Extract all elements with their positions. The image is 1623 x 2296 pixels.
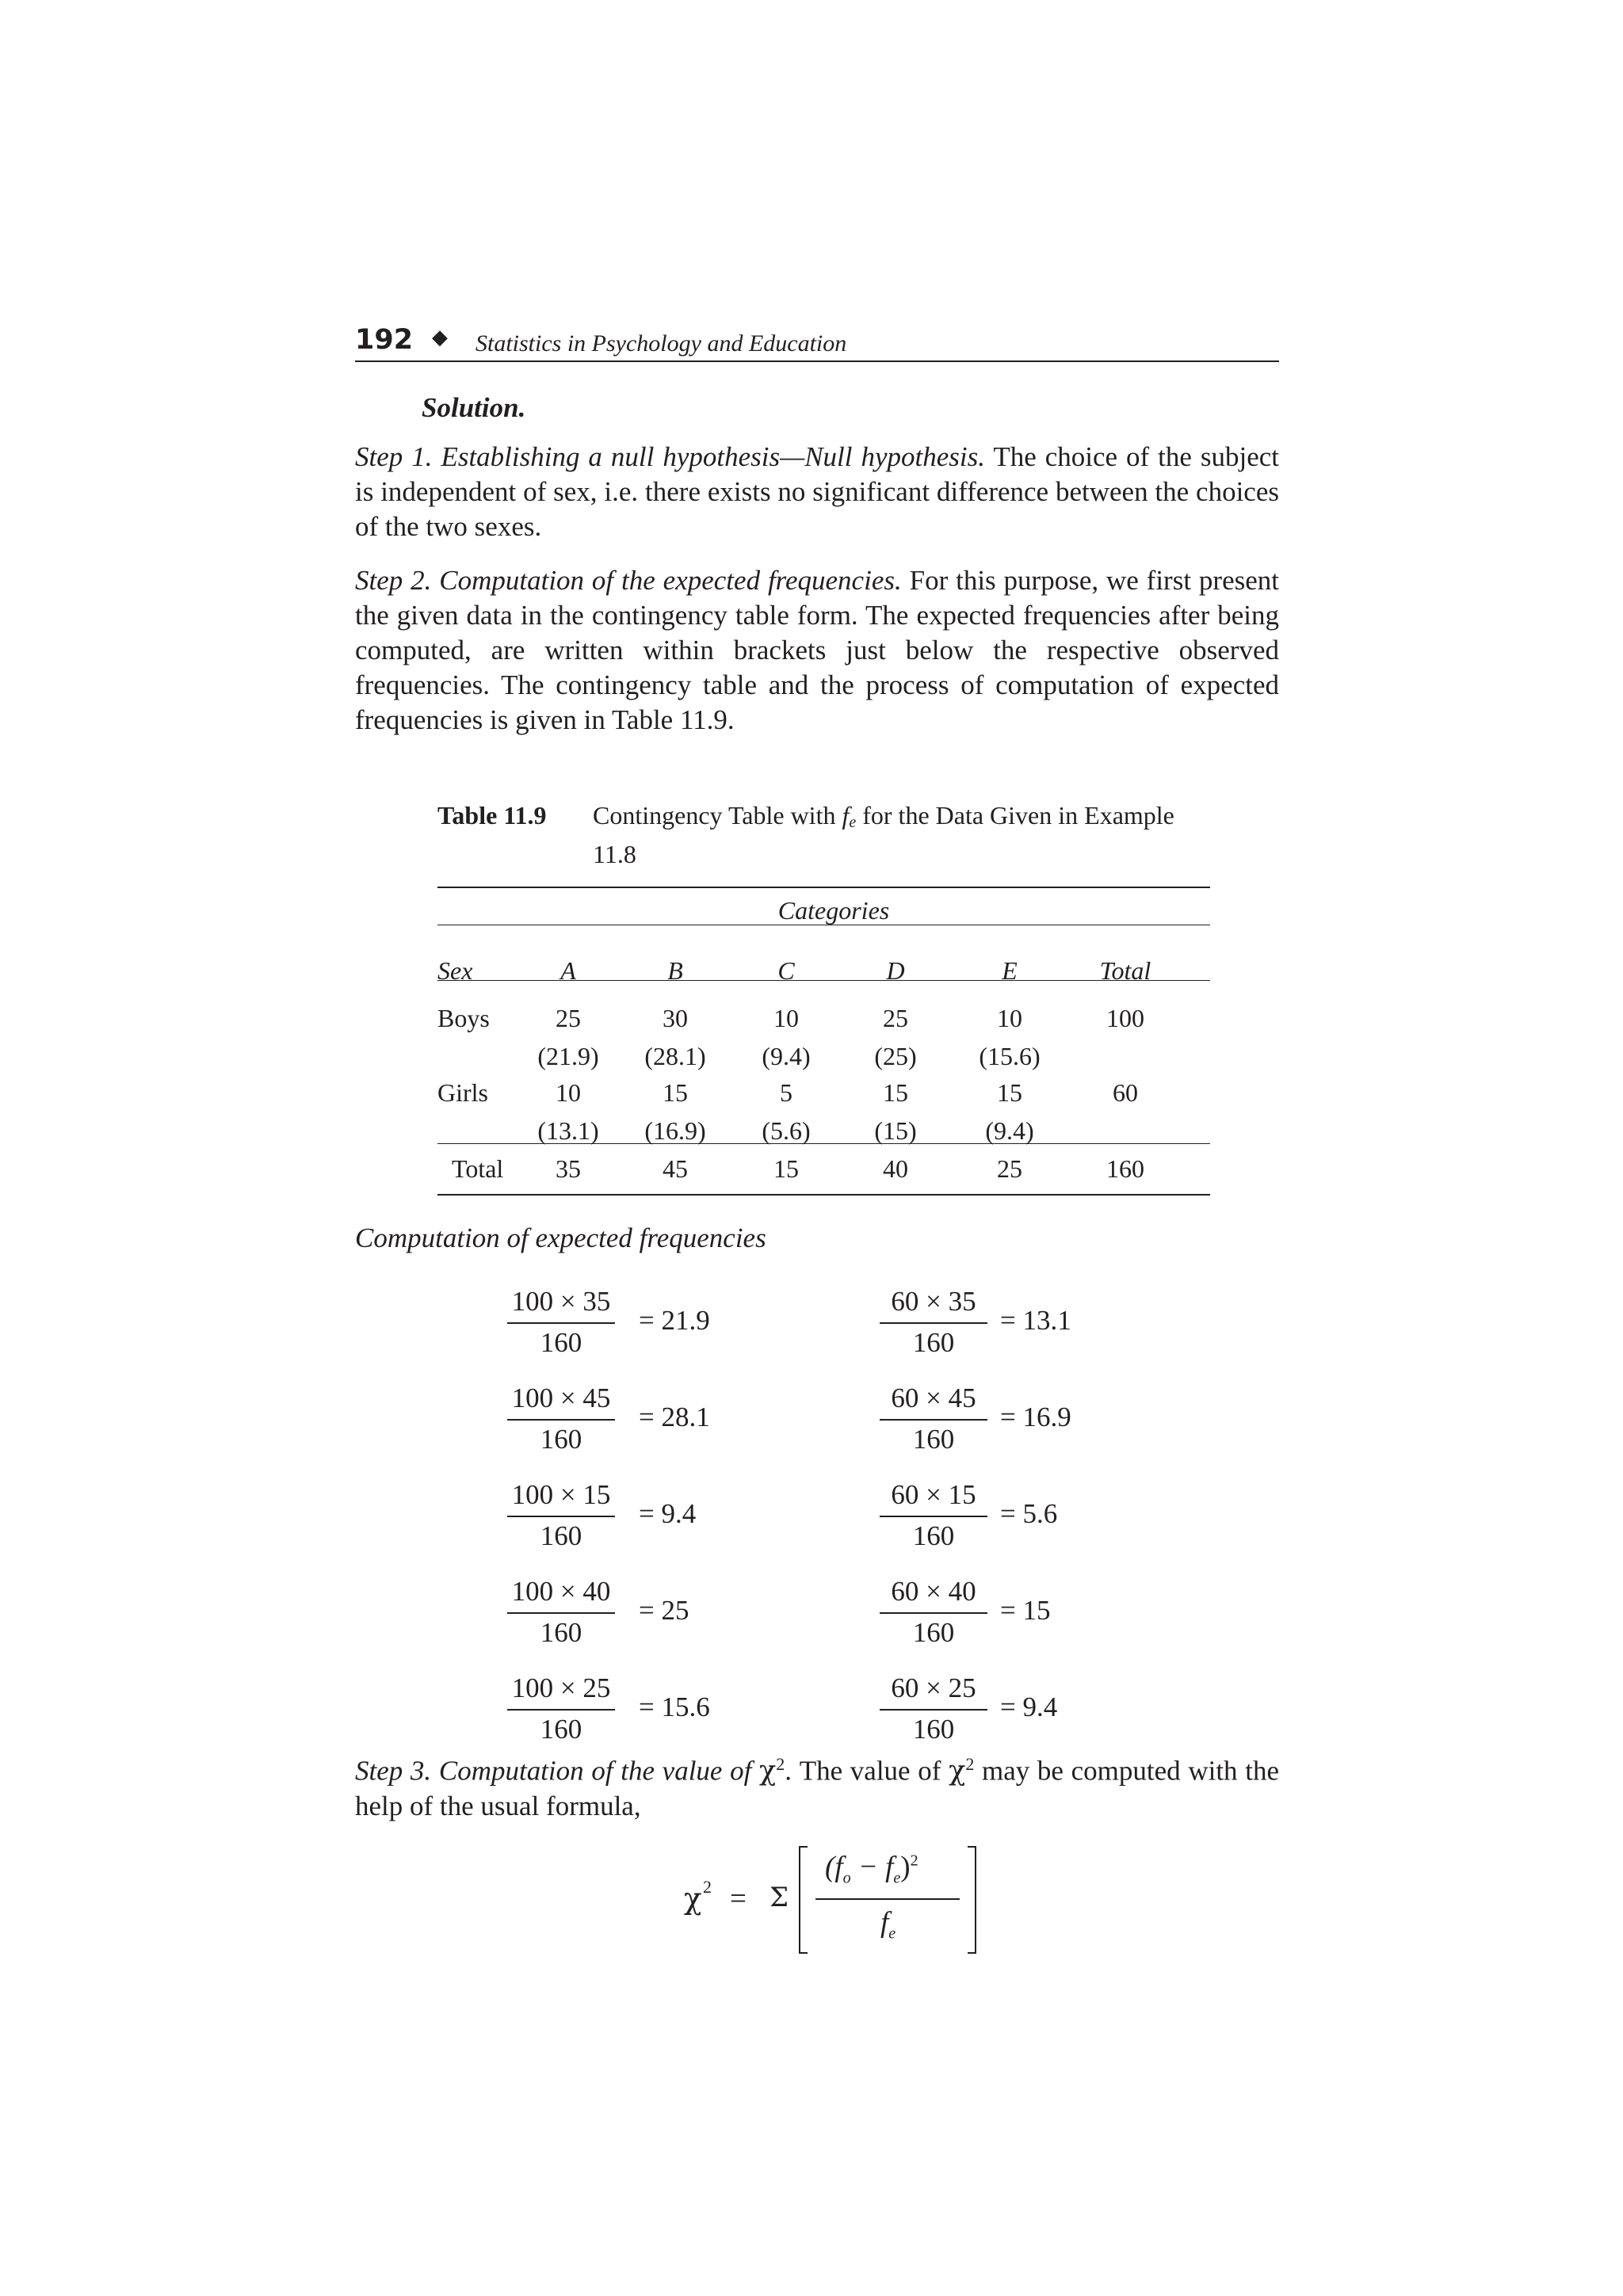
step3-lead: Step 3. Computation of the value of <box>355 1755 760 1787</box>
fraction-result: = 15 <box>1000 1595 1051 1626</box>
fraction-bar <box>507 1612 615 1614</box>
fraction-denominator: 160 <box>912 1617 955 1648</box>
fraction-denominator: 160 <box>912 1714 955 1745</box>
table-label: Table 11.9 <box>437 801 547 830</box>
page-header <box>355 321 1279 362</box>
fraction-denominator: 160 <box>540 1327 582 1358</box>
total-value: 40 <box>883 1154 908 1183</box>
observed-frequency: 15 <box>997 1078 1022 1107</box>
fraction-numerator: 100 × 15 <box>511 1479 611 1510</box>
row-label: Girls <box>437 1078 488 1107</box>
observed-frequency: 10 <box>773 1004 799 1032</box>
step3-text-a: . The value of <box>785 1755 949 1787</box>
fraction-bar <box>507 1709 615 1711</box>
total-value: 45 <box>663 1154 688 1183</box>
expected-frequency: (21.9) <box>537 1042 599 1070</box>
fraction-result: = 15.6 <box>639 1691 710 1722</box>
fraction-numerator: 100 × 45 <box>511 1383 611 1413</box>
fraction-result: = 16.9 <box>1000 1402 1071 1432</box>
fraction-result: = 9.4 <box>1000 1691 1058 1722</box>
fraction-result: = 13.1 <box>1000 1305 1071 1336</box>
formula-chi-exponent: 2 <box>703 1877 712 1897</box>
observed-frequency: 15 <box>663 1078 688 1107</box>
num-close: ) <box>900 1851 911 1883</box>
total-value: 15 <box>773 1154 799 1183</box>
observed-frequency: 5 <box>780 1078 792 1107</box>
computation-heading: Computation of expected frequencies <box>355 1222 766 1253</box>
fraction-denominator: 160 <box>540 1520 582 1551</box>
fraction-bar <box>507 1419 615 1421</box>
column-header: B <box>667 956 683 985</box>
fraction-result: = 9.4 <box>639 1498 697 1529</box>
contingency-table <box>437 887 1210 1203</box>
fraction-denominator: 160 <box>540 1424 582 1455</box>
fraction-denominator: 160 <box>540 1714 582 1745</box>
chi-symbol: χ <box>759 1755 777 1787</box>
expected-frequency: (25) <box>874 1042 917 1070</box>
observed-frequency: 10 <box>997 1004 1022 1032</box>
total-row-label: Total <box>452 1154 504 1183</box>
chi-symbol: χ <box>949 1755 966 1787</box>
step2-lead: Step 2. Computation of the expected frequencies. <box>355 565 902 596</box>
fraction-bar <box>880 1709 987 1711</box>
column-header: C <box>777 956 795 985</box>
fraction-bar <box>507 1322 615 1324</box>
observed-frequency: 25 <box>556 1004 581 1032</box>
observed-frequency: 60 <box>1113 1078 1138 1107</box>
fraction-bar <box>880 1419 987 1421</box>
book-page <box>355 321 1280 1943</box>
fraction-numerator: 100 × 35 <box>511 1286 611 1317</box>
categories-label: Categories <box>777 896 890 925</box>
observed-frequency: 30 <box>663 1004 688 1032</box>
caption-fe-subscript: e <box>849 814 857 831</box>
fraction-numerator: 100 × 40 <box>511 1576 611 1607</box>
total-value: 25 <box>997 1154 1022 1183</box>
formula-numerator <box>825 1850 918 1887</box>
fraction-denominator: 160 <box>540 1617 582 1648</box>
diamond-icon: ◆ <box>432 326 448 349</box>
table-rule-bottom <box>437 1194 1210 1196</box>
expected-frequency: (15) <box>874 1116 917 1145</box>
fraction-result: = 21.9 <box>639 1305 710 1336</box>
fraction-bar <box>880 1516 987 1517</box>
observed-frequency: 25 <box>883 1004 908 1032</box>
expected-frequency: (9.4) <box>762 1042 811 1070</box>
den-f: f <box>880 1906 889 1939</box>
fraction-numerator: 60 × 15 <box>891 1479 976 1510</box>
fraction-bar <box>507 1516 615 1517</box>
formula-equals: = <box>730 1882 747 1915</box>
fraction-denominator: 160 <box>912 1424 955 1455</box>
step1-paragraph <box>355 440 1279 544</box>
fraction-numerator: 60 × 45 <box>891 1383 976 1413</box>
step1-lead: Step 1. Establishing a null hypothesis—Null hypothesis. <box>355 441 985 472</box>
fraction-numerator: 60 × 25 <box>891 1672 976 1703</box>
caption-part: Contingency Table with <box>593 801 842 830</box>
caption-fe: f <box>842 801 850 830</box>
caption-part: for the Data Given in Example 11.8 <box>593 801 1174 868</box>
expected-frequency: (15.6) <box>979 1042 1041 1070</box>
column-header: Total <box>1099 956 1151 985</box>
expected-frequency: (16.9) <box>644 1116 706 1145</box>
formula-chi: χ <box>684 1882 702 1916</box>
observed-frequency: 10 <box>556 1078 581 1107</box>
table-caption-text <box>593 799 1195 870</box>
step3-text-b: may be computed with the help of the usual formula, <box>355 1755 1279 1821</box>
row-label: Boys <box>437 1004 490 1032</box>
chi-square-formula <box>684 1842 1001 1961</box>
formula-sigma: Σ <box>769 1882 789 1913</box>
expected-frequency: (5.6) <box>762 1116 811 1145</box>
column-header: E <box>1002 956 1018 985</box>
solution-heading: Solution. <box>422 392 526 423</box>
step3-paragraph <box>355 1747 1279 1824</box>
num-fo: (f <box>825 1851 843 1883</box>
total-value: 35 <box>556 1154 581 1183</box>
fraction-result: = 28.1 <box>639 1402 710 1432</box>
fraction-bar <box>880 1322 987 1324</box>
column-header: D <box>886 956 905 985</box>
fraction-result: = 25 <box>639 1595 689 1626</box>
den-sub-e: e <box>888 1924 896 1943</box>
page-number: 192 <box>355 324 414 356</box>
column-header: A <box>560 956 576 985</box>
fraction-numerator: 60 × 35 <box>891 1286 976 1317</box>
observed-frequency: 15 <box>883 1078 908 1107</box>
table-rule-top <box>437 887 1210 888</box>
num-sub-e: e <box>893 1869 901 1887</box>
running-title: Statistics in Psychology and Education <box>475 330 847 357</box>
chi-exponent: 2 <box>776 1754 785 1774</box>
fraction-bar <box>880 1612 987 1614</box>
observed-frequency: 100 <box>1106 1004 1144 1032</box>
fraction-numerator: 60 × 40 <box>891 1576 976 1607</box>
formula-denominator <box>880 1905 896 1943</box>
expected-frequency: (13.1) <box>537 1116 599 1145</box>
total-value: 160 <box>1106 1154 1144 1183</box>
sex-label: Sex <box>437 956 473 985</box>
num-sub-o: o <box>842 1869 851 1887</box>
num-fe: − f <box>850 1851 894 1883</box>
fraction-numerator: 100 × 25 <box>511 1672 611 1703</box>
expected-frequency: (9.4) <box>985 1116 1034 1145</box>
chi-exponent: 2 <box>965 1754 975 1774</box>
expected-frequency: (28.1) <box>644 1042 706 1070</box>
fraction-result: = 5.6 <box>1000 1498 1058 1529</box>
step2-paragraph <box>355 563 1279 738</box>
fraction-denominator: 160 <box>912 1520 955 1551</box>
step1-text: The choice of the subject is independent of sex, i.e. there exists no significant difference between the choices of the two sexes. <box>355 441 1279 542</box>
fraction-denominator: 160 <box>912 1327 955 1358</box>
step2-text: For this purpose, we first present the given data in the contingency table form. The expected frequencies after being computed, are written within brackets just below the respective observed frequencies. The contingency table and the process of computation of expected frequencies is given in Table 11.9. <box>355 565 1280 735</box>
num-exponent: 2 <box>910 1852 918 1870</box>
